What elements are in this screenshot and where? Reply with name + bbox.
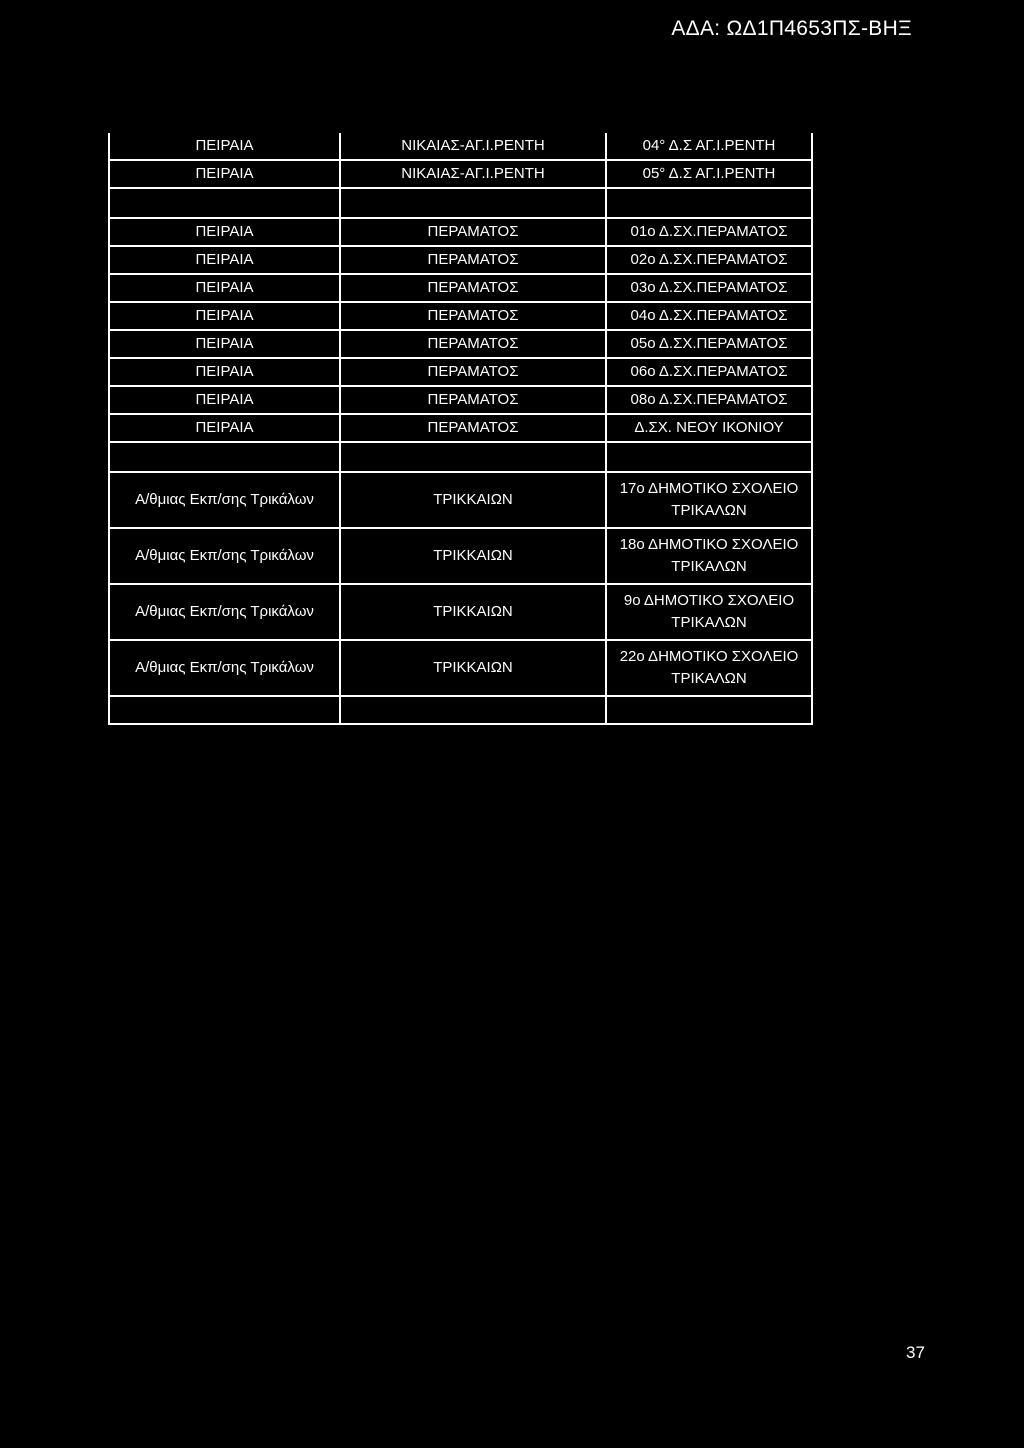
- school-cell: Δ.ΣΧ. ΝΕΟΥ ΙΚΟΝΙΟΥ: [606, 414, 812, 442]
- school-cell: 03ο Δ.ΣΧ.ΠΕΡΑΜΑΤΟΣ: [606, 274, 812, 302]
- municipality-cell: ΠΕΡΑΜΑΤΟΣ: [340, 386, 606, 414]
- table-row: [109, 160, 812, 188]
- municipality-cell: ΤΡΙΚΚΑΙΩΝ: [340, 584, 606, 640]
- region-cell: ΠΕΙΡΑΙΑ: [109, 218, 340, 246]
- school-cell: 04° Δ.Σ ΑΓ.Ι.ΡΕΝΤΗ: [606, 133, 812, 160]
- municipality-cell: ΠΕΡΑΜΑΤΟΣ: [340, 274, 606, 302]
- school-cell: 9ο ΔΗΜΟΤΙΚΟ ΣΧΟΛΕΙΟ ΤΡΙΚΑΛΩΝ: [606, 584, 812, 640]
- table-row: [109, 528, 812, 584]
- municipality-cell: ΠΕΡΑΜΑΤΟΣ: [340, 358, 606, 386]
- school-cell: 01ο Δ.ΣΧ.ΠΕΡΑΜΑΤΟΣ: [606, 218, 812, 246]
- table-row: [109, 302, 812, 330]
- school-cell: 18ο ΔΗΜΟΤΙΚΟ ΣΧΟΛΕΙΟ ΤΡΙΚΑΛΩΝ: [606, 528, 812, 584]
- region-cell: ΠΕΙΡΑΙΑ: [109, 302, 340, 330]
- region-cell: ΠΕΙΡΑΙΑ: [109, 133, 340, 160]
- school-cell: 22ο ΔΗΜΟΤΙΚΟ ΣΧΟΛΕΙΟ ΤΡΙΚΑΛΩΝ: [606, 640, 812, 696]
- region-cell: Α/θμιας Εκπ/σης Τρικάλων: [109, 528, 340, 584]
- school-cell: 17ο ΔΗΜΟΤΙΚΟ ΣΧΟΛΕΙΟ ΤΡΙΚΑΛΩΝ: [606, 472, 812, 528]
- school-cell: 05° Δ.Σ ΑΓ.Ι.ΡΕΝΤΗ: [606, 160, 812, 188]
- school-cell: [606, 696, 812, 724]
- school-cell: 04ο Δ.ΣΧ.ΠΕΡΑΜΑΤΟΣ: [606, 302, 812, 330]
- table-row: [109, 246, 812, 274]
- municipality-cell: ΤΡΙΚΚΑΙΩΝ: [340, 472, 606, 528]
- region-cell: ΠΕΙΡΑΙΑ: [109, 274, 340, 302]
- school-cell: [606, 442, 812, 472]
- table-row: [109, 442, 812, 472]
- municipality-cell: ΠΕΡΑΜΑΤΟΣ: [340, 218, 606, 246]
- table-row: [109, 640, 812, 696]
- municipality-cell: [340, 188, 606, 218]
- school-cell: 05ο Δ.ΣΧ.ΠΕΡΑΜΑΤΟΣ: [606, 330, 812, 358]
- municipality-cell: ΠΕΡΑΜΑΤΟΣ: [340, 330, 606, 358]
- table-row: [109, 133, 812, 160]
- region-cell: [109, 442, 340, 472]
- table-row: [109, 218, 812, 246]
- region-cell: [109, 696, 340, 724]
- region-cell: Α/θμιας Εκπ/σης Τρικάλων: [109, 472, 340, 528]
- region-cell: Α/θμιας Εκπ/σης Τρικάλων: [109, 584, 340, 640]
- municipality-cell: ΝΙΚΑΙΑΣ-ΑΓ.Ι.ΡΕΝΤΗ: [340, 133, 606, 160]
- schools-table-body: [109, 133, 812, 724]
- table-row: [109, 330, 812, 358]
- region-cell: ΠΕΙΡΑΙΑ: [109, 246, 340, 274]
- table-row: [109, 414, 812, 442]
- page-number: 37: [906, 1343, 925, 1362]
- region-cell: ΠΕΙΡΑΙΑ: [109, 386, 340, 414]
- table-row: [109, 274, 812, 302]
- municipality-cell: ΤΡΙΚΚΑΙΩΝ: [340, 640, 606, 696]
- region-cell: ΠΕΙΡΑΙΑ: [109, 330, 340, 358]
- table-row: [109, 584, 812, 640]
- school-cell: 08ο Δ.ΣΧ.ΠΕΡΑΜΑΤΟΣ: [606, 386, 812, 414]
- table-row: [109, 472, 812, 528]
- region-cell: ΠΕΙΡΑΙΑ: [109, 414, 340, 442]
- region-cell: Α/θμιας Εκπ/σης Τρικάλων: [109, 640, 340, 696]
- municipality-cell: ΤΡΙΚΚΑΙΩΝ: [340, 528, 606, 584]
- schools-table: [108, 133, 813, 725]
- table-row: [109, 386, 812, 414]
- municipality-cell: [340, 442, 606, 472]
- municipality-cell: ΠΕΡΑΜΑΤΟΣ: [340, 302, 606, 330]
- municipality-cell: ΝΙΚΑΙΑΣ-ΑΓ.Ι.ΡΕΝΤΗ: [340, 160, 606, 188]
- table-row: [109, 696, 812, 724]
- table-row: [109, 358, 812, 386]
- municipality-cell: [340, 696, 606, 724]
- municipality-cell: ΠΕΡΑΜΑΤΟΣ: [340, 246, 606, 274]
- municipality-cell: ΠΕΡΑΜΑΤΟΣ: [340, 414, 606, 442]
- school-cell: [606, 188, 812, 218]
- ada-document-id: ΑΔΑ: ΩΔ1Π4653ΠΣ-ΒΗΞ: [671, 17, 912, 40]
- table-row: [109, 188, 812, 218]
- region-cell: ΠΕΙΡΑΙΑ: [109, 160, 340, 188]
- region-cell: ΠΕΙΡΑΙΑ: [109, 358, 340, 386]
- school-cell: 02ο Δ.ΣΧ.ΠΕΡΑΜΑΤΟΣ: [606, 246, 812, 274]
- region-cell: [109, 188, 340, 218]
- school-cell: 06ο Δ.ΣΧ.ΠΕΡΑΜΑΤΟΣ: [606, 358, 812, 386]
